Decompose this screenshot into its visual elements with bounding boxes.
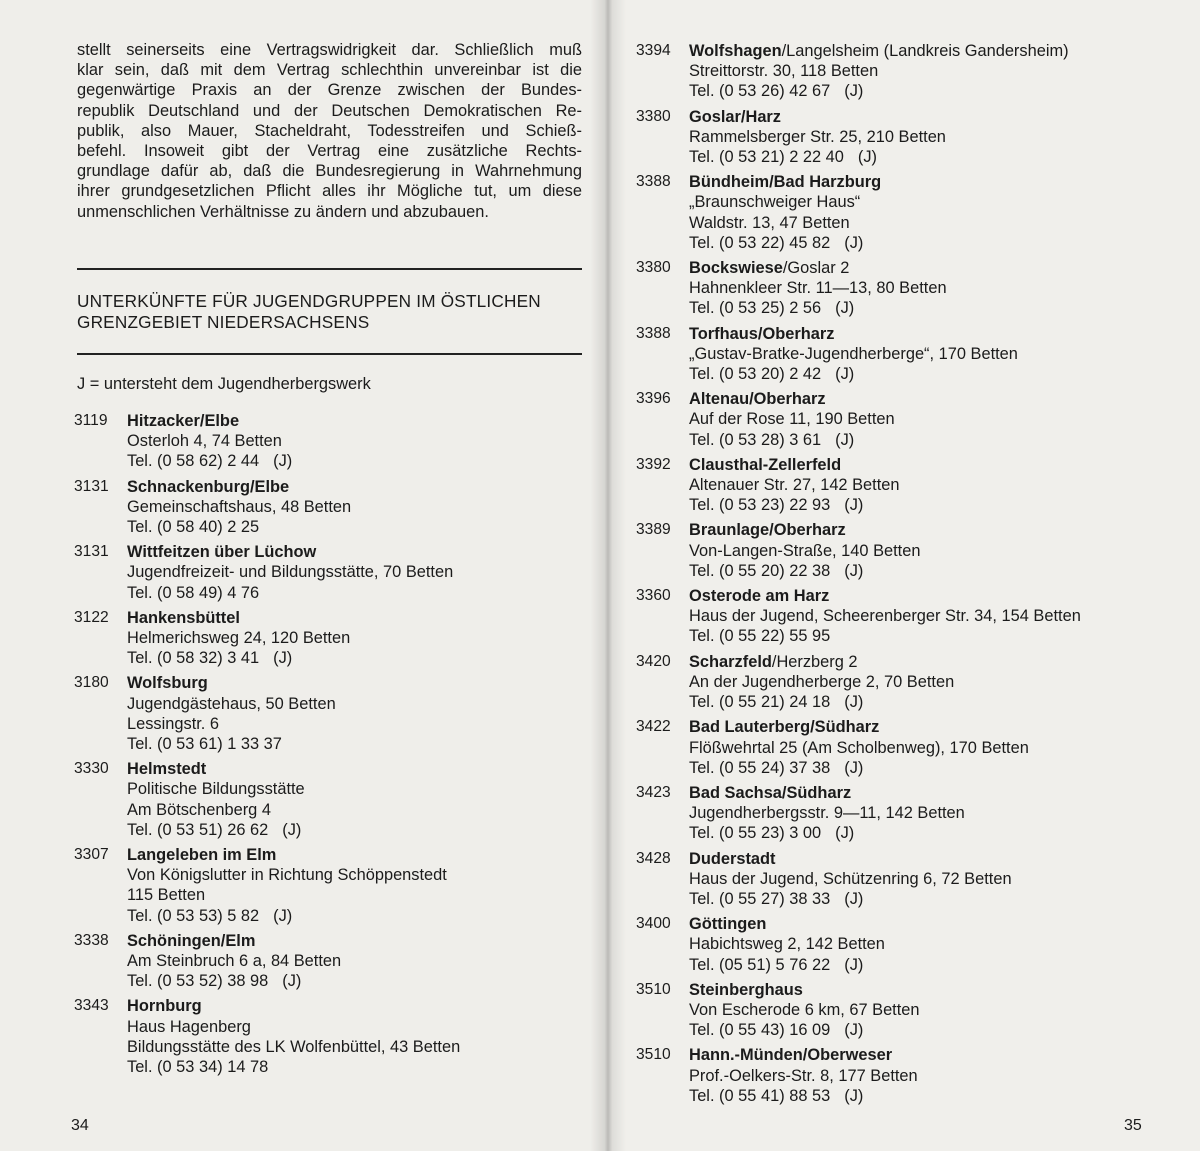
- hostel-name-text: Schöningen/Elm: [127, 931, 256, 950]
- youth-hostel-marker: (J): [844, 758, 864, 777]
- hostel-entry: [74, 759, 594, 840]
- hostel-detail: Lessingstr. 6: [127, 714, 220, 733]
- phone-number: Tel. (0 58 40) 2 25: [127, 518, 260, 537]
- hostel-name: [689, 107, 1196, 127]
- hostel-name-text: Göttingen: [689, 915, 767, 934]
- hostel-name: [127, 996, 594, 1016]
- hostel-entry: [636, 258, 1196, 319]
- youth-hostel-marker: (J): [273, 649, 293, 668]
- hostel-location-suffix: /Herzberg 2: [771, 652, 858, 671]
- hostel-detail: Jugendherbergsstr. 9—11, 142 Betten: [689, 804, 965, 823]
- phone-number: Tel. (0 53 23) 22 93: [689, 496, 831, 515]
- intro-line: publik, also Mauer, Stacheldraht, Todesstreifen und Schieß-: [77, 121, 582, 140]
- left-entry-list: [74, 411, 594, 1082]
- hostel-detail: Streittorstr. 30, 118 Betten: [689, 62, 879, 81]
- phone-number: Tel. (0 53 20) 2 42: [689, 365, 822, 384]
- hostel-entry: [74, 931, 594, 992]
- bottom-divider: [77, 353, 582, 355]
- hostel-detail: Von Escherode 6 km, 67 Betten: [689, 1000, 920, 1019]
- hostel-name-text: Schnackenburg/Elbe: [127, 477, 290, 496]
- hostel-name: [689, 717, 1196, 737]
- postal-code: 3510: [636, 980, 671, 998]
- youth-hostel-marker: (J): [835, 430, 855, 449]
- hostel-entry: [636, 652, 1196, 713]
- hostel-name-text: Bad Sachsa/Südharz: [689, 783, 852, 802]
- hostel-name-text: Altenau/Oberharz: [689, 390, 826, 409]
- hostel-phone: [127, 517, 594, 537]
- hostel-name-text: Osterode am Harz: [689, 587, 830, 606]
- hostel-detail: Haus der Jugend, Scheerenberger Str. 34, 154 Betten: [689, 607, 1081, 626]
- hostel-name-text: Helmstedt: [127, 760, 207, 779]
- hostel-phone: [689, 364, 1196, 384]
- phone-number: Tel. (0 58 62) 2 44: [127, 452, 260, 471]
- phone-number: Tel. (0 55 27) 38 33: [689, 889, 831, 908]
- top-divider: [77, 268, 582, 270]
- hostel-detail: Politische Bildungsstätte: [127, 780, 305, 799]
- postal-code: 3510: [636, 1046, 671, 1064]
- section-title-line-2: GRENZGEBIET NIEDERSACHSENS: [77, 311, 370, 332]
- hostel-detail: Gemeinschaftshaus, 48 Betten: [127, 497, 352, 516]
- hostel-entry: [636, 1045, 1196, 1106]
- hostel-phone: [689, 1020, 1196, 1040]
- youth-hostel-marker: (J): [835, 299, 855, 318]
- youth-hostel-marker: (J): [844, 1021, 864, 1040]
- hostel-location-suffix: /Langelsheim (Landkreis Gandersheim): [781, 42, 1069, 60]
- hostel-name-text: Clausthal-Zellerfeld: [689, 455, 842, 474]
- postal-code: 3131: [74, 543, 109, 561]
- hostel-phone: [689, 758, 1196, 778]
- hostel-name-text: Hankensbüttel: [127, 608, 240, 627]
- intro-line: grundlage dafür ab, daß die Bundesregierung in Wahrnehmung: [77, 162, 582, 181]
- hostel-phone: [689, 298, 1196, 318]
- hostel-name: [127, 411, 594, 431]
- legend: J = untersteht dem Jugendherbergswerk: [77, 375, 371, 393]
- hostel-phone: [689, 955, 1196, 975]
- hostel-name: [127, 477, 594, 497]
- hostel-name: [127, 845, 594, 865]
- intro-line: unmenschlichen Verhältnisse zu ändern und abzubauen.: [77, 202, 489, 221]
- hostel-phone: [689, 81, 1196, 101]
- intro-line: klar sein, daß mit dem Vertrag schlechthin unvereinbar ist die: [77, 61, 582, 80]
- youth-hostel-marker: (J): [835, 365, 855, 384]
- hostel-phone: [689, 561, 1196, 581]
- hostel-name-text: Scharzfeld: [689, 652, 772, 671]
- postal-code: 3330: [74, 760, 109, 778]
- intro-line: ihrer grundgesetzlichen Pflicht alles ihr Mögliche tut, um diese: [77, 182, 582, 201]
- hostel-detail: Jugendfreizeit- und Bildungsstätte, 70 Betten: [127, 563, 454, 582]
- hostel-name: [689, 324, 1196, 344]
- postal-code: 3307: [74, 846, 109, 864]
- hostel-detail: Waldstr. 13, 47 Betten: [689, 213, 850, 232]
- hostel-detail: Haus der Jugend, Schützenring 6, 72 Betten: [689, 869, 1012, 888]
- phone-number: Tel. (0 58 32) 3 41: [127, 649, 260, 668]
- hostel-detail: Altenauer Str. 27, 142 Betten: [689, 476, 900, 495]
- hostel-name: [689, 258, 1196, 278]
- postal-code: 3380: [636, 107, 671, 125]
- phone-number: Tel. (0 53 34) 14 78: [127, 1058, 269, 1077]
- postal-code: 3180: [74, 674, 109, 692]
- postal-code: 3389: [636, 521, 671, 539]
- phone-number: Tel. (0 53 21) 2 22 40: [689, 148, 844, 167]
- postal-code: 3131: [74, 477, 109, 495]
- phone-number: Tel. (0 53 26) 42 67: [689, 82, 831, 101]
- phone-number: Tel. (0 55 43) 16 09: [689, 1021, 831, 1040]
- hostel-name-text: Hornburg: [127, 997, 202, 1016]
- phone-number: Tel. (05 51) 5 76 22: [689, 955, 831, 974]
- postal-code: 3400: [636, 915, 671, 933]
- hostel-entry: [74, 996, 594, 1077]
- hostel-detail: Von Königslutter in Richtung Schöppenstedt: [127, 866, 447, 885]
- hostel-name: [689, 783, 1196, 803]
- hostel-entry: [636, 980, 1196, 1041]
- hostel-location-suffix: /Goslar 2: [782, 259, 850, 278]
- youth-hostel-marker: (J): [857, 148, 878, 167]
- postal-code: 3360: [636, 587, 671, 605]
- phone-number: Tel. (0 53 28) 3 61: [689, 430, 822, 449]
- hostel-phone: [689, 233, 1196, 253]
- postal-code: 3388: [636, 173, 671, 191]
- youth-hostel-marker: (J): [282, 820, 302, 839]
- hostel-name: [127, 608, 594, 628]
- hostel-name: [127, 931, 594, 951]
- hostel-name: [689, 652, 1196, 672]
- youth-hostel-marker: (J): [844, 496, 864, 515]
- hostel-detail: Auf der Rose 11, 190 Betten: [689, 410, 895, 429]
- hostel-entry: [636, 783, 1196, 844]
- hostel-entry: [636, 41, 1196, 102]
- hostel-name: [689, 1045, 1196, 1065]
- hostel-name: [127, 542, 594, 562]
- hostel-entry: [636, 914, 1196, 975]
- hostel-name: [689, 914, 1196, 934]
- hostel-detail: Von-Langen-Straße, 140 Betten: [689, 541, 921, 560]
- phone-number: Tel. (0 58 49) 4 76: [127, 583, 260, 602]
- hostel-name-text: Wolfshagen: [689, 42, 782, 60]
- hostel-detail: Flößwehrtal 25 (Am Scholbenweg), 170 Betten: [689, 738, 1029, 757]
- hostel-name: [689, 586, 1196, 606]
- hostel-phone: [689, 692, 1196, 712]
- postal-code: 3122: [74, 608, 109, 626]
- postal-code: 3343: [74, 997, 109, 1015]
- hostel-entry: [636, 107, 1196, 168]
- postal-code: 3119: [74, 412, 108, 429]
- intro-line: befehl. Insoweit gibt der Vertrag eine zusätzliche Rechts-: [77, 142, 582, 161]
- hostel-entry: [74, 411, 594, 472]
- hostel-detail: Am Bötschenberg 4: [127, 800, 271, 819]
- intro-line: republik Deutschland und der Deutschen Demokratischen Re-: [77, 101, 582, 120]
- hostel-detail: An der Jugendherberge 2, 70 Betten: [689, 672, 955, 691]
- hostel-detail: Haus Hagenberg: [127, 1017, 251, 1036]
- hostel-name: [689, 455, 1196, 475]
- youth-hostel-marker: (J): [273, 906, 293, 925]
- postal-code: 3420: [636, 652, 671, 670]
- postal-code: 3338: [74, 931, 109, 949]
- youth-hostel-marker: (J): [844, 1086, 864, 1105]
- phone-number: Tel. (0 55 22) 55 95: [689, 627, 831, 646]
- intro-line: gegenwärtige Praxis an der Grenze zwischen der Bundes-: [77, 81, 582, 100]
- postal-code: 3428: [636, 849, 671, 867]
- hostel-name-text: Bad Lauterberg/Südharz: [689, 718, 880, 737]
- hostel-phone: [689, 626, 1196, 646]
- postal-code: 3396: [636, 390, 671, 408]
- youth-hostel-marker: (J): [844, 233, 864, 252]
- hostel-detail: Am Steinbruch 6 a, 84 Betten: [127, 952, 342, 971]
- hostel-name-text: Wittfeitzen über Lüchow: [127, 543, 317, 562]
- hostel-phone: [127, 971, 594, 991]
- hostel-name-text: Bockswiese: [689, 259, 783, 278]
- phone-number: Tel. (0 55 23) 3 00: [689, 824, 822, 843]
- book-gutter: [590, 0, 626, 1151]
- hostel-phone: [689, 889, 1196, 909]
- hostel-phone: [689, 823, 1196, 843]
- hostel-detail: 115 Betten: [127, 886, 206, 905]
- postal-code: 3422: [636, 718, 671, 736]
- hostel-detail: Bildungsstätte des LK Wolfenbüttel, 43 Betten: [127, 1037, 461, 1056]
- hostel-entry: [74, 542, 594, 603]
- hostel-detail: Habichtsweg 2, 142 Betten: [689, 935, 885, 954]
- hostel-name-text: Braunlage/Oberharz: [689, 521, 846, 540]
- hostel-entry: [636, 389, 1196, 450]
- page-number-right: 35: [1124, 1117, 1142, 1134]
- youth-hostel-marker: (J): [844, 561, 864, 580]
- hostel-name: [689, 520, 1196, 540]
- hostel-entry: [74, 845, 594, 926]
- youth-hostel-marker: (J): [844, 955, 864, 974]
- hostel-name-text: Duderstadt: [689, 849, 776, 868]
- intro-paragraph: [77, 40, 582, 222]
- hostel-name: [689, 389, 1196, 409]
- hostel-phone: [127, 734, 594, 754]
- hostel-name-text: Hitzacker/Elbe: [127, 412, 240, 430]
- hostel-detail: „Gustav-Bratke-Jugendherberge“, 170 Betten: [689, 344, 1018, 363]
- hostel-name-text: Torfhaus/Oberharz: [689, 324, 835, 343]
- phone-number: Tel. (0 53 22) 45 82: [689, 233, 831, 252]
- hostel-phone: [689, 147, 1196, 167]
- hostel-entry: [74, 608, 594, 669]
- hostel-detail: Rammelsberger Str. 25, 210 Betten: [689, 127, 946, 146]
- postal-code: 3392: [636, 455, 671, 473]
- hostel-phone: [127, 583, 594, 603]
- phone-number: Tel. (0 55 41) 88 53: [689, 1086, 831, 1105]
- hostel-phone: [127, 906, 594, 926]
- phone-number: Tel. (0 55 20) 22 38: [689, 561, 831, 580]
- hostel-name-text: Steinberghaus: [689, 980, 803, 999]
- phone-number: Tel. (0 53 52) 38 98: [127, 972, 269, 991]
- hostel-name-text: Wolfsburg: [127, 674, 208, 693]
- youth-hostel-marker: (J): [844, 82, 864, 101]
- intro-line: stellt seinerseits eine Vertragswidrigkeit dar. Schließlich muß: [77, 41, 582, 59]
- hostel-name: [689, 849, 1196, 869]
- hostel-name: [127, 673, 594, 693]
- hostel-phone: [127, 820, 594, 840]
- hostel-name-text: Goslar/Harz: [689, 107, 782, 126]
- hostel-entry: [636, 717, 1196, 778]
- postal-code: 3423: [636, 783, 671, 801]
- hostel-name: [689, 41, 1196, 61]
- hostel-entry: [636, 324, 1196, 385]
- hostel-entry: [636, 520, 1196, 581]
- hostel-detail: Osterloh 4, 74 Betten: [127, 432, 282, 451]
- postal-code: 3388: [636, 324, 671, 342]
- hostel-entry: [636, 849, 1196, 910]
- youth-hostel-marker: (J): [273, 452, 293, 471]
- youth-hostel-marker: (J): [282, 972, 302, 991]
- hostel-phone: [689, 495, 1196, 515]
- hostel-phone: [689, 1086, 1196, 1106]
- phone-number: Tel. (0 55 24) 37 38: [689, 758, 831, 777]
- hostel-name: [127, 759, 594, 779]
- hostel-name-text: Hann.-Münden/Oberweser: [689, 1046, 893, 1065]
- youth-hostel-marker: (J): [844, 693, 864, 712]
- phone-number: Tel. (0 53 25) 2 56: [689, 299, 822, 318]
- page-number-left: 34: [71, 1117, 89, 1134]
- hostel-detail: Prof.-Oelkers-Str. 8, 177 Betten: [689, 1066, 918, 1085]
- hostel-name-text: Langeleben im Elm: [127, 846, 277, 865]
- hostel-detail: Hahnenkleer Str. 11—13, 80 Betten: [689, 279, 947, 298]
- hostel-name: [689, 172, 1196, 192]
- phone-number: Tel. (0 55 21) 24 18: [689, 693, 831, 712]
- hostel-phone: [127, 1057, 594, 1077]
- phone-number: Tel. (0 53 53) 5 82: [127, 906, 260, 925]
- hostel-entry: [636, 172, 1196, 253]
- right-entry-list: [636, 41, 1196, 1111]
- postal-code: 3394: [636, 42, 671, 59]
- section-title: [77, 291, 582, 332]
- hostel-entry: [636, 455, 1196, 516]
- youth-hostel-marker: (J): [835, 824, 855, 843]
- hostel-phone: [689, 430, 1196, 450]
- section-title-line-1: UNTERKÜNFTE FÜR JUGENDGRUPPEN IM ÖSTLICHEN: [77, 291, 541, 311]
- hostel-detail: Helmerichsweg 24, 120 Betten: [127, 629, 351, 648]
- hostel-entry: [636, 586, 1196, 647]
- hostel-phone: [127, 648, 594, 668]
- hostel-name-text: Bündheim/Bad Harzburg: [689, 173, 882, 192]
- hostel-phone: [127, 451, 594, 471]
- phone-number: Tel. (0 53 61) 1 33 37: [127, 735, 282, 754]
- hostel-entry: [74, 673, 594, 754]
- hostel-name: [689, 980, 1196, 1000]
- hostel-entry: [74, 477, 594, 538]
- hostel-detail: Jugendgästehaus, 50 Betten: [127, 694, 336, 713]
- youth-hostel-marker: (J): [844, 889, 864, 908]
- hostel-detail: „Braunschweiger Haus“: [689, 193, 861, 212]
- phone-number: Tel. (0 53 51) 26 62: [127, 820, 269, 839]
- postal-code: 3380: [636, 259, 671, 277]
